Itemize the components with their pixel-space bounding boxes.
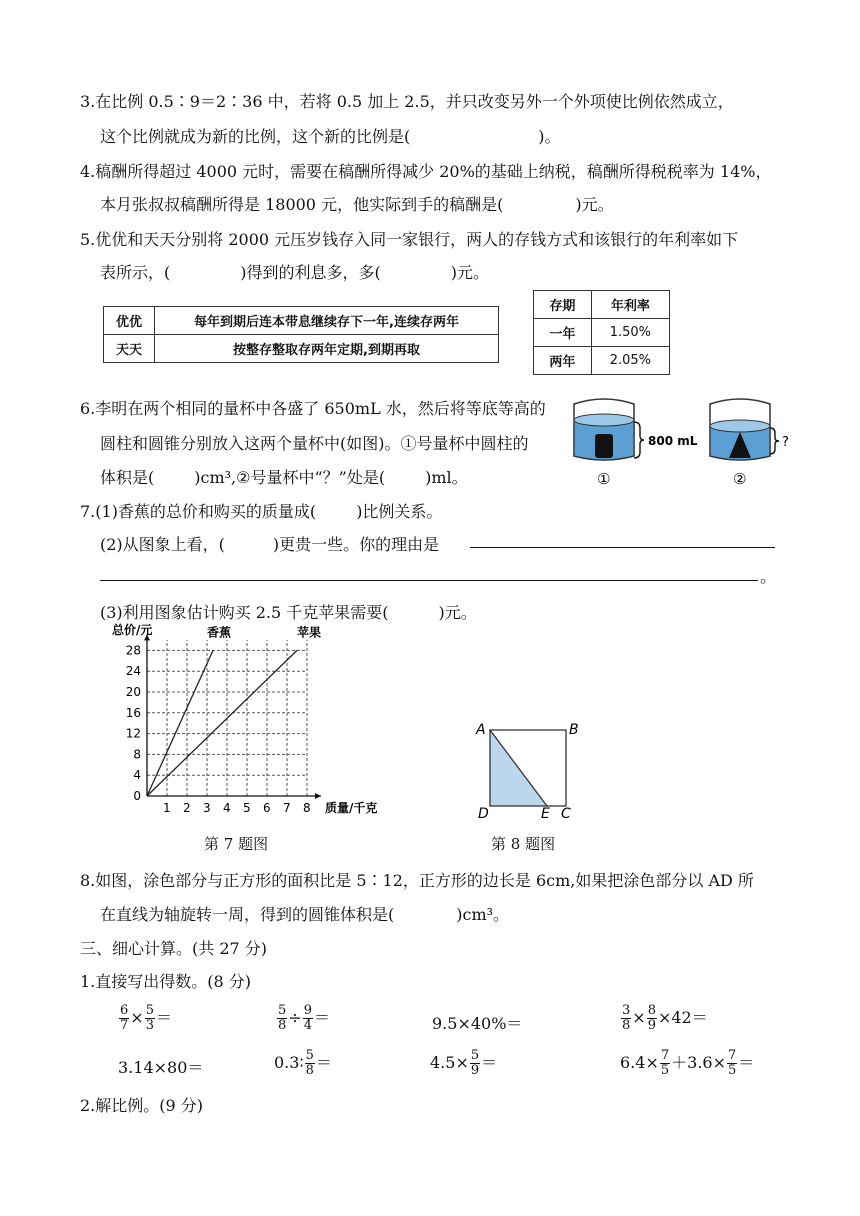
svg-text:D: D (478, 806, 489, 822)
q6-line3: 体积是( )cm³,②号量杯中“？”处是( )ml。 (100, 468, 468, 487)
x-tick-label: 4 (223, 801, 231, 815)
q5-line1: 5.优优和天天分别将 2000 元压岁钱存入同一家银行，两人的存钱方式和该银行的年利率如下 (80, 230, 739, 249)
x-tick-label: 3 (203, 801, 211, 815)
table-row (534, 291, 670, 319)
svg-text:A: A (476, 722, 486, 738)
cup1-volume-label: 800 mL (648, 434, 698, 448)
reason-answer-line[interactable] (470, 547, 775, 548)
series-label: 香蕉 (207, 625, 232, 640)
calc-item: $\frac{5}{8}$ ÷ $\frac{9}{4}$ ＝ (278, 1003, 330, 1033)
y-tick-label: 12 (125, 726, 141, 741)
svg-text:B: B (569, 722, 579, 738)
person-name: 优优 (104, 307, 155, 335)
measuring-cups-figure (562, 392, 822, 492)
table-header: 年利率 (591, 291, 669, 319)
q8-line1: 8.如图，涂色部分与正方形的面积比是 5∶12，正方形的边长是 6cm,如果把涂色部分以 AD 所 (80, 871, 754, 890)
y-tick-label: 0 (133, 789, 141, 803)
cup-2 (710, 399, 789, 488)
cup-1 (574, 399, 698, 488)
calc-item: $\frac{3}{8}$ × $\frac{8}{9}$ ×42＝ (622, 1003, 708, 1033)
svg-text:E: E (541, 806, 550, 822)
x-tick-label: 5 (243, 801, 251, 815)
q6-line1: 6.李明在两个相同的量杯中各盛了 650mL 水，然后将等底等高的 (80, 399, 546, 418)
calc-subtitle-2: 2.解比例。(9 分) (80, 1096, 204, 1115)
section3-title: 三、细心计算。(共 27 分) (80, 939, 268, 958)
period: 。 (760, 567, 777, 586)
table-header: 存期 (534, 291, 592, 319)
deposit-method: 按整存整取存两年定期,到期再取 (155, 335, 499, 363)
q4-line2: 本月张叔叔稿酬所得是 18000 元，他实际到手的稿酬是( )元。 (100, 195, 614, 214)
series-line (147, 650, 297, 796)
q6-line2: 圆柱和圆锥分别放入这两个量杯中(如图)。①号量杯中圆柱的 (100, 434, 529, 453)
q5-line2: 表所示，( )得到的利息多，多( )元。 (100, 263, 489, 282)
interest-rate-table (533, 290, 670, 375)
person-name: 天天 (104, 335, 155, 363)
y-tick-label: 28 (125, 643, 141, 658)
calc-item: 0.3∶ $\frac{5}{8}$ ＝ (274, 1048, 332, 1078)
q3-line2: 这个比例就成为新的比例，这个新的比例是( )。 (100, 127, 561, 146)
reason-answer-line-2[interactable] (100, 580, 758, 581)
y-tick-label: 24 (125, 664, 141, 679)
calc-item: 6.4× $\frac{7}{5}$ ＋3.6× $\frac{7}{5}$ ＝ (620, 1048, 755, 1078)
x-tick-label: 1 (163, 801, 171, 815)
square-figure (470, 718, 580, 822)
q7-part1: 7.(1)香蕉的总价和购买的质量成( )比例关系。 (80, 502, 443, 521)
series-label: 苹果 (297, 625, 322, 640)
calc-item: $\frac{6}{7}$ × $\frac{5}{3}$ ＝ (120, 1003, 172, 1033)
y-tick-label: 16 (125, 705, 141, 720)
cup2-question-label: ? (782, 435, 789, 450)
table-row: 两年 2.05% (534, 347, 670, 375)
table-row: 一年 1.50% (534, 319, 670, 347)
figure8-caption: 第 8 题图 (491, 835, 556, 853)
y-tick-label: 4 (133, 768, 141, 783)
x-tick-label: 8 (303, 801, 311, 815)
calc-item: 9.5×40%＝ (432, 1014, 523, 1033)
y-axis-label: 总价/元 (112, 623, 153, 637)
svg-text:C: C (561, 806, 571, 822)
table-row (104, 307, 499, 335)
cup1-number: ① (597, 470, 611, 488)
x-tick-label: 2 (183, 801, 191, 815)
q7-part3: (3)利用图象估计购买 2.5 千克苹果需要( )元。 (100, 603, 477, 622)
q8-line2: 在直线为轴旋转一周，得到的圆锥体积是( )cm³。 (100, 905, 510, 924)
cylinder-icon (595, 434, 613, 458)
deposit-method: 每年到期后连本带息继续存下一年,连续存两年 (155, 307, 499, 335)
x-tick-label: 7 (283, 801, 291, 815)
x-tick-label: 6 (263, 801, 271, 815)
figure7-caption: 第 7 题图 (204, 835, 269, 853)
x-axis-label: 质量/千克 (325, 801, 378, 815)
cup2-number: ② (733, 470, 747, 488)
series-line (147, 650, 213, 796)
deposit-method-table (103, 306, 499, 363)
calc-item: 3.14×80＝ (118, 1058, 204, 1077)
calc-item: 4.5× $\frac{5}{9}$ ＝ (430, 1048, 498, 1078)
q3-line1: 3.在比例 0.5∶9＝2∶36 中，若将 0.5 加上 2.5，并只改变另外一个外项使比例依然成立， (80, 92, 734, 111)
calc-subtitle-1: 1.直接写出得数。(8 分) (80, 972, 252, 991)
table-row (104, 335, 499, 363)
price-weight-chart (110, 620, 420, 822)
y-tick-label: 8 (133, 747, 141, 762)
q4-line1: 4.稿酬所得超过 4000 元时，需要在稿酬所得减少 20%的基础上纳税，稿酬所得税税率为 14%， (80, 162, 772, 181)
q7-part2: (2)从图象上看，( )更贵一些。你的理由是 (100, 535, 440, 554)
y-tick-label: 20 (125, 685, 141, 699)
x-axis-arrow (315, 793, 321, 799)
